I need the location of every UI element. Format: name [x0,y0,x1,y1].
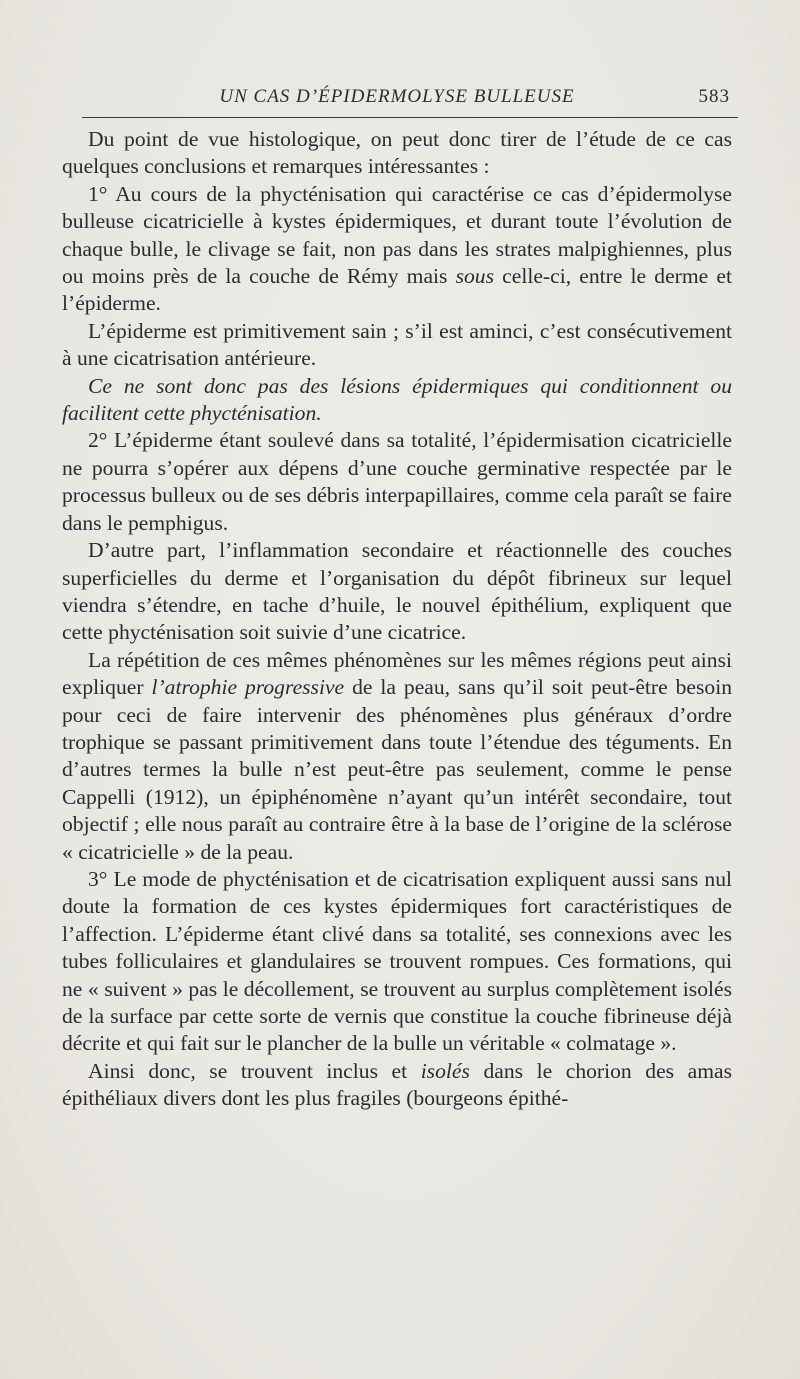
text-segment: celle-ci, entre le derme et l’épiderme. [62,264,732,316]
running-title: UN CAS D’ÉPIDERMOLYSE BULLEUSE [219,86,575,107]
text-segment: Ainsi donc, se trouvent inclus et [88,1058,421,1083]
body-text [62,126,732,1113]
text-segment: de la peau, sans qu’il soit peut-être besoin pour ceci de faire intervenir des phénomènes plus généraux d’ordre trophique se passant primitivement dans toute l’étendue des téguments. En d’autres termes la bulle n’est peut-être pas seulement, comme le pense Cappelli (1912), un épiphénomène n’ayant qu’un intérêt secondaire, tout objectif ; elle nous paraît au contraire être à la base de l’origine de la sclérose « cicatricielle » de la peau. [62,675,732,864]
paragraph-italic-conclusion [62,373,732,428]
italic-segment: Ce ne sont donc pas des lésions épidermiques qui conditionnent ou facilitent cette phycténisation. [62,373,732,426]
paragraph-epiderme-sain [62,318,732,373]
text-segment: La répétition de ces mêmes phénomènes sur les mêmes régions peut ainsi expliquer [62,647,732,700]
text-segment: L’épiderme est primitivement sain ; s’il est aminci, c’est consécutivement à une cicatrisation antérieure. [62,318,732,371]
paragraph-inflammation [62,537,732,647]
italic-segment: l’atrophie progressive [151,675,345,700]
text-segment: dans le chorion des amas épithéliaux divers dont les plus fragiles (bourgeons épithé- [62,1058,732,1111]
paragraph-point-2 [62,427,732,537]
italic-segment: isolés [420,1058,470,1083]
text-segment: D’autre part, l’inflammation secondaire et réactionnelle des couches superficielles du derme et l’organisation du dépôt fibrineux sur lequel viendra s’étendre, en tache d’huile, le nouvel épithélium, expliquent que cette phycténisation soit suivie d’une cicatrice. [62,538,732,645]
running-head [64,82,730,112]
paragraph-ainsi-donc [62,1058,732,1113]
paragraph-point-3 [62,866,732,1058]
text-segment: 3° Le mode de phycténisation et de cicatrisation expliquent aussi sans nul doute la formation de ces kystes épidermiques fort caractéristiques de l’affection. L’épiderme étant clivé dans sa totalité, ses connexions avec les tubes folliculaires et glandulaires se trouvent rompues. Ces formations, qui ne « suivent » pas le décollement, se trouvent au surplus complètement isolés de la surface par cette sorte de vernis que constitue la couche fibrineuse déjà décrite et qui fait sur le plancher de la bulle un véritable « colmatage ». [62,866,732,1056]
paragraph-conclusions-intro [62,126,732,181]
paragraph-point-1 [62,181,732,318]
text-segment: Du point de vue histologique, on peut donc tirer de l’étude de ce cas quelques conclusions et remarques intéressantes : [62,127,732,179]
text-segment: 2° L’épiderme étant soulevé dans sa totalité, l’épidermisation cicatricielle ne pourra s’opérer aux dépens d’une couche germinative respectée par le processus bulleux ou de ses débris interpapillaires, comme cela paraît se faire dans le pemphigus. [62,428,732,535]
paragraph-repetition [62,647,732,866]
header-rule [82,117,738,118]
text-segment: 1° Au cours de la phycténisation qui caractérise ce cas d’épidermolyse bulleuse cicatricielle à kystes épidermiques, et durant toute l’évolution de chaque bulle, le clivage se fait, non pas dans les strates malpighiennes, plus ou moins près de la couche de Rémy mais [62,181,732,289]
page-number: 583 [698,86,730,107]
italic-segment: sous [455,264,495,289]
